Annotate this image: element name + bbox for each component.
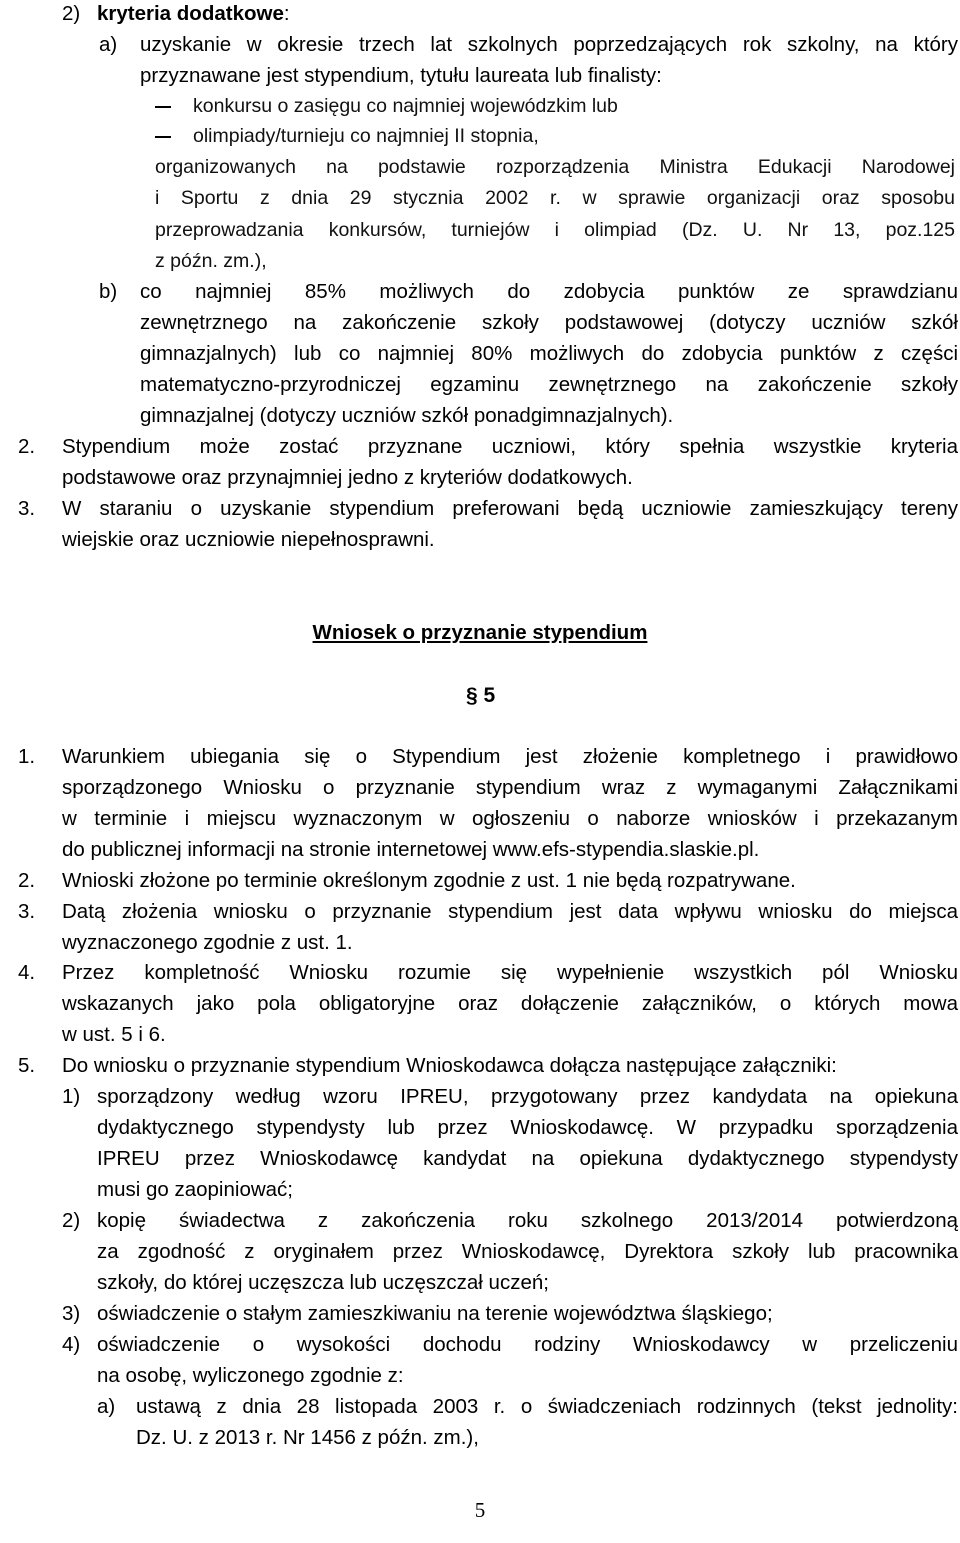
dash-bullet-icon — [155, 106, 171, 108]
item-line: wyznaczonego zgodnie z ust. 1. — [62, 931, 353, 954]
item-line: wiejskie oraz uczniowie niepełnosprawni. — [62, 528, 435, 551]
item-line: sporządzonego Wniosku o przyznanie stypendium wraz z wymaganymi Załącznikami — [62, 776, 958, 799]
attachment-line: na osobę, wyliczonego zgodnie z: — [97, 1364, 404, 1387]
item-line: do publicznej informacji na stronie internetowej www.efs-stypendia.slaskie.pl. — [62, 838, 760, 861]
sub-item-label: a) — [97, 1395, 116, 1418]
item-number: 2. — [18, 435, 36, 458]
criteria-b-line: co najmniej 85% możliwych do zdobycia punktów ze sprawdzianu — [140, 280, 958, 303]
item-line: Przez kompletność Wniosku rozumie się wypełnienie wszystkich pól Wniosku — [62, 961, 958, 984]
criteria-a-dash-item: olimpiady/turnieju co najmniej II stopnia, — [193, 125, 539, 147]
attachment-label: 2) — [62, 1209, 81, 1232]
item-line: Stypendium może zostać przyznane uczniowi, który spełnia wszystkie kryteria — [62, 435, 958, 458]
item-line: Warunkiem ubiegania się o Stypendium jest złożenie kompletnego i prawidłowo — [62, 745, 958, 768]
attachment-line: oświadczenie o wysokości dochodu rodziny Wnioskodawcy w przeliczeniu — [97, 1333, 958, 1356]
criteria-b-line: zewnętrznego na zakończenie szkoły podstawowej (dotyczy uczniów szkół — [140, 311, 958, 334]
criteria-a-tail-line: i Sportu z dnia 29 stycznia 2002 r. w sprawie organizacji oraz sposobu — [155, 187, 955, 209]
item-line: w terminie i miejscu wyznaczonym w ogłoszeniu o naborze wniosków i przekazanym — [62, 807, 958, 830]
criteria-b-label: b) — [99, 280, 118, 303]
criteria-title — [97, 1, 290, 27]
item-line: Datą złożenia wniosku o przyznanie stypendium jest data wpływu wniosku do miejsca — [62, 900, 958, 923]
item-line: Wnioski złożone po terminie określonym zgodnie z ust. 1 nie będą rozpatrywane. — [62, 869, 796, 892]
item-number: 2. — [18, 869, 36, 892]
attachment-label: 1) — [62, 1085, 81, 1108]
criteria-title-text: kryteria dodatkowe — [97, 2, 284, 25]
attachment-line: sporządzony według wzoru IPREU, przygotowany przez kandydata na opiekuna — [97, 1085, 958, 1108]
criteria-a-tail-line: przeprowadzania konkursów, turniejów i olimpiad (Dz. U. Nr 13, poz.125 — [155, 219, 955, 241]
criteria-a-dash-item: konkursu o zasięgu co najmniej wojewódzkim lub — [193, 95, 618, 117]
attachment-line: kopię świadectwa z zakończenia roku szkolnego 2013/2014 potwierdzoną — [97, 1209, 958, 1232]
item-number: 1. — [18, 745, 36, 768]
sub-item-line: ustawą z dnia 28 listopada 2003 r. o świadczeniach rodzinnych (tekst jednolity: — [136, 1395, 958, 1418]
dash-bullet-icon — [155, 136, 171, 138]
item-line: wskazanych jako pola obligatoryjne oraz dołączenie załączników, o których mowa — [62, 992, 958, 1015]
criteria-b-line: gimnazjalnej (dotyczy uczniów szkół ponadgimnazjalnych). — [140, 404, 674, 427]
attachment-line: szkoły, do której uczęszcza lub uczęszczał uczeń; — [97, 1271, 549, 1294]
attachment-line: dydaktycznego stypendysty lub przez Wnioskodawcę. W przypadku sporządzenia — [97, 1116, 958, 1139]
section-heading: Wniosek o przyznanie stypendium — [312, 621, 648, 644]
attachment-line: za zgodność z oryginałem przez Wnioskodawcę, Dyrektora szkoły lub pracownika — [97, 1240, 958, 1263]
paragraph-number: § 5 — [466, 684, 496, 707]
attachment-line: oświadczenie o stałym zamieszkiwaniu na terenie województwa śląskiego; — [97, 1302, 773, 1325]
criteria-a-tail-line: z późn. zm.), — [155, 250, 267, 272]
criteria-label: 2) — [62, 2, 81, 25]
item-number: 5. — [18, 1054, 36, 1077]
criteria-a-label: a) — [99, 33, 118, 56]
criteria-a-line: przyznawane jest stypendium, tytułu laureata lub finalisty: — [140, 64, 662, 87]
item-number: 4. — [18, 961, 36, 984]
attachment-label: 3) — [62, 1302, 81, 1325]
criteria-a-tail-line: organizowanych na podstawie rozporządzenia Ministra Edukacji Narodowej — [155, 156, 955, 178]
criteria-a-line: uzyskanie w okresie trzech lat szkolnych poprzedzających rok szkolny, na który — [140, 33, 958, 56]
item-line: W staraniu o uzyskanie stypendium preferowani będą uczniowie zamieszkujący tereny — [62, 497, 958, 520]
attachment-line: IPREU przez Wnioskodawcę kandydat na opiekuna dydaktycznego stypendysty — [97, 1147, 958, 1170]
criteria-b-line: matematyczno-przyrodniczej egzaminu zewnętrznego na zakończenie szkoły — [140, 373, 958, 396]
item-line: Do wniosku o przyznanie stypendium Wnioskodawca dołącza następujące załączniki: — [62, 1054, 837, 1077]
item-line: w ust. 5 i 6. — [62, 1023, 166, 1046]
criteria-colon: : — [283, 2, 290, 25]
item-line: podstawowe oraz przynajmniej jedno z kryteriów dodatkowych. — [62, 466, 633, 489]
sub-item-line: Dz. U. z 2013 r. Nr 1456 z późn. zm.), — [136, 1426, 479, 1449]
attachment-label: 4) — [62, 1333, 81, 1356]
page-number: 5 — [474, 1498, 486, 1522]
criteria-b-line: gimnazjalnych) lub co najmniej 80% możliwych do zdobycia punktów z części — [140, 342, 958, 365]
item-number: 3. — [18, 900, 36, 923]
attachment-line: musi go zaopiniować; — [97, 1178, 293, 1201]
item-number: 3. — [18, 497, 36, 520]
